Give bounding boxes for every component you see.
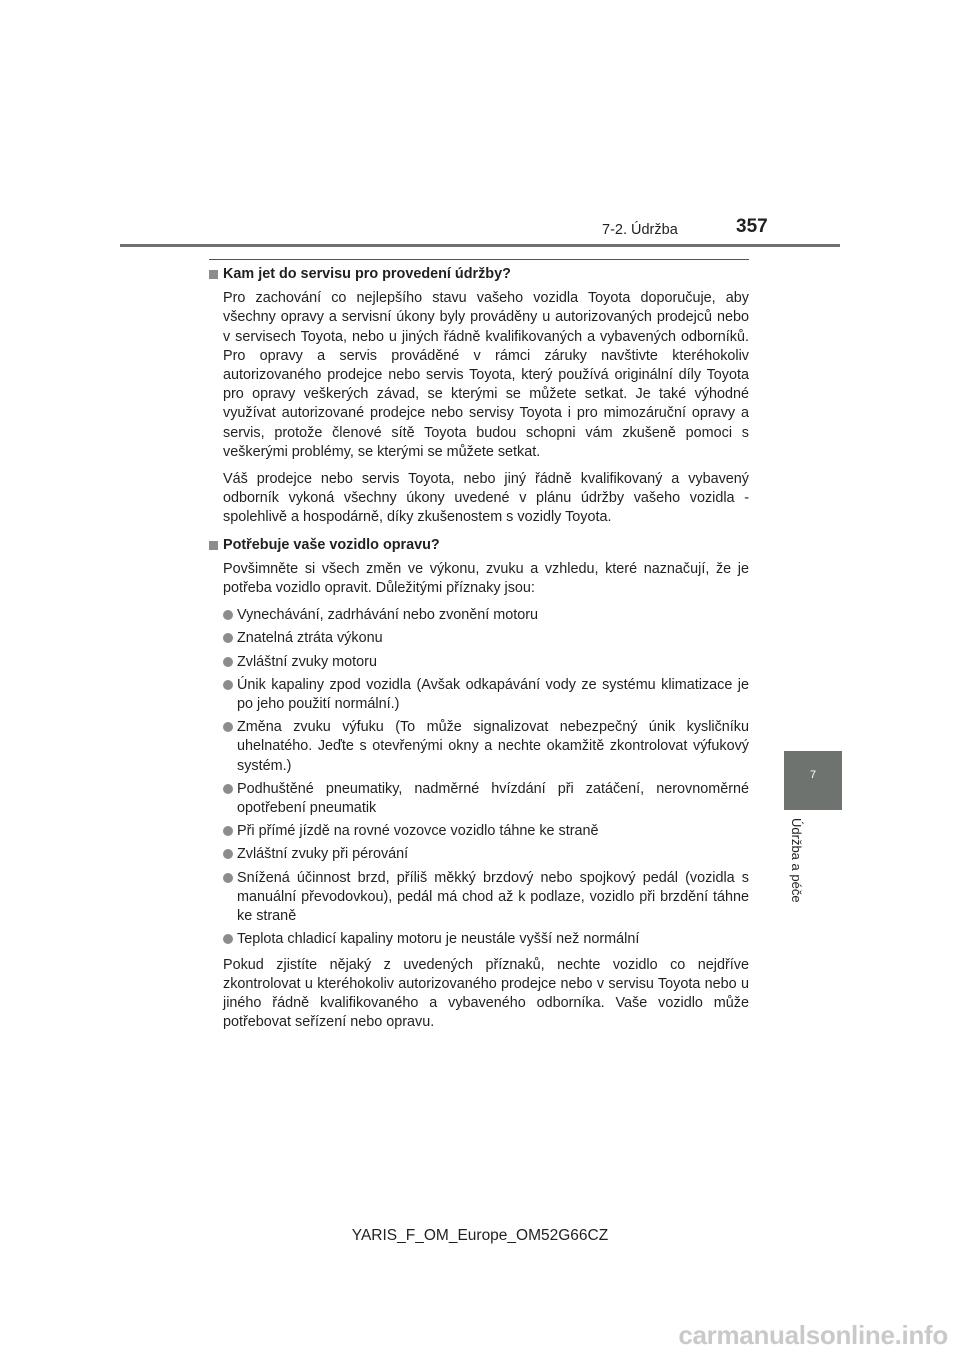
section-title: 7-2. Údržba: [602, 222, 678, 238]
paragraph: Pokud zjistíte nějaký z uvedených příznaků, nechte vozidlo co nejdříve zkontrolovat u kteréhokoliv autorizovaného prodejce nebo v servisu Toyota nebo u jiného řádně kvalifikovaného a vybaveného odborníka. Vaše vozidlo může potřebovat seřízení nebo opravu.: [223, 956, 749, 1031]
header-divider: [120, 244, 840, 247]
circle-bullet-icon: [223, 657, 233, 667]
chapter-tab[interactable]: [784, 751, 842, 810]
list-item: [223, 780, 749, 818]
circle-bullet-icon: [223, 784, 233, 794]
list-item-text: Změna zvuku výfuku (To může signalizovat nebezpečný únik kysličníku uhelnatého. Jeďte s otevřenými okny a nechte okamžitě zkontrolovat výfukový systém.): [237, 719, 749, 774]
circle-bullet-icon: [223, 849, 233, 859]
square-bullet-icon: [209, 270, 218, 279]
circle-bullet-icon: [223, 826, 233, 836]
paragraph: Pro zachování co nejlepšího stavu vašeho vozidla Toyota doporučuje, aby všechny opravy a servisní úkony byly prováděny u autorizovaných prodejců nebo v servisech Toyota, nebo u jiných řádně kvalifikovaných a vybavených odborníků. Pro opravy a servis prováděné v rámci záruky navštivte kteréhokoliv autorizovaného prodejce nebo servis Toyota, který používá originální díly Toyota pro opravy veškerých závad, se kterými se můžete setkat. Je také výhodné využívat autorizované prodejce nebo servisy Toyota i pro mimozáruční opravy a servis, protože členové sítě Toyota budou schopni vám zkušeně pomoci s veškerými problémy, se kterými se můžete setkat.: [223, 290, 749, 460]
list-item-text: Únik kapaliny zpod vozidla (Avšak odkapávání vody ze systému klimatizace je po jeho použití normální.): [237, 676, 749, 713]
chapter-title: Údržba a péče: [789, 818, 804, 903]
list-item: [223, 930, 749, 949]
circle-bullet-icon: [223, 610, 233, 620]
paragraph: Povšimněte si všech změn ve výkonu, zvuku a vzhledu, které naznačují, že je potřeba vozidlo opravit. Důležitými příznaky jsou:: [223, 560, 749, 597]
section-heading: [209, 265, 749, 284]
circle-bullet-icon: [223, 680, 233, 690]
list-item: [223, 606, 749, 625]
list-item-text: Podhuštěné pneumatiky, nadměrné hvízdání při zatáčení, nerovnoměrné opotřebení pneumatik: [237, 780, 749, 817]
paragraph: Váš prodejce nebo servis Toyota, nebo jiný řádně kvalifikovaný a vybavený odborník vykoná všechny úkony uvedené v plánu údržby vašeho vozidla - spolehlivě a hospodárně, díky zkušenostem s vozidly Toyota.: [223, 471, 749, 526]
circle-bullet-icon: [223, 873, 233, 883]
list-item: [223, 718, 749, 776]
square-bullet-icon: [209, 541, 218, 550]
page-number: 357: [736, 216, 768, 237]
heading-text: Kam jet do servisu pro provedení údržby?: [223, 266, 511, 282]
page-content: [209, 265, 749, 1040]
circle-bullet-icon: [223, 722, 233, 732]
list-item-text: Zvláštní zvuky motoru: [237, 653, 377, 670]
heading-text: Potřebuje vaše vozidlo opravu?: [223, 536, 440, 553]
list-item-text: Snížená účinnost brzd, příliš měkký brzdový nebo spojkový pedál (vozidla s manuální převodovkou), pedál má chod až k podlaze, vozidlo při brzdění táhne ke straně: [237, 869, 749, 925]
chapter-label: [784, 818, 806, 914]
circle-bullet-icon: [223, 934, 233, 944]
list-item: [223, 822, 749, 841]
list-item: [223, 845, 749, 864]
list-item-text: Vynechávání, zadrhávání nebo zvonění motoru: [237, 607, 539, 624]
watermark[interactable]: carmanualsonline.info: [678, 1320, 948, 1350]
list-item-text: Při přímé jízdě na rovné vozovce vozidlo táhne ke straně: [237, 823, 599, 840]
list-item: [223, 676, 749, 714]
list-item: [223, 869, 749, 927]
list-item-text: Znatelná ztráta výkonu: [237, 630, 383, 647]
list-item: [223, 629, 749, 648]
section-heading: [209, 536, 749, 555]
content-divider: [209, 259, 749, 260]
list-item-text: Zvláštní zvuky při pérování: [237, 846, 409, 863]
document-code: YARIS_F_OM_Europe_OM52G66CZ: [351, 1227, 609, 1244]
list-item: [223, 653, 749, 672]
list-item-text: Teplota chladicí kapaliny motoru je neustále vyšší než normální: [237, 931, 640, 948]
circle-bullet-icon: [223, 633, 233, 643]
chapter-number: 7: [809, 769, 817, 781]
symptom-list: [223, 606, 749, 949]
